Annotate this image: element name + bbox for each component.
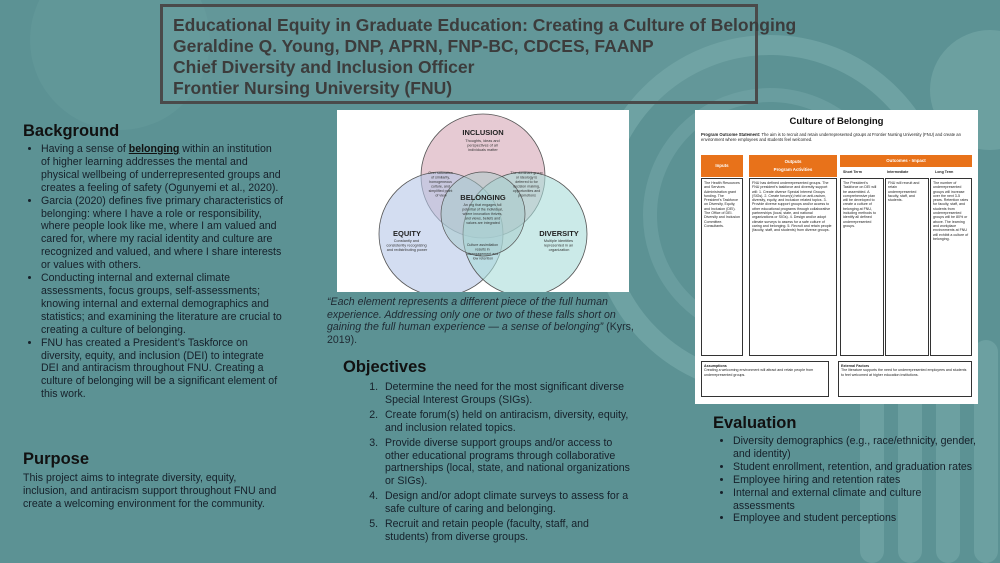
belonging-text: An org that engages full potential of the individual, where innovation thrives, and views, beliefs and values are integrated	[462, 203, 503, 225]
evaluation-list	[713, 435, 983, 525]
evaluation-item: • Employee hiring and retention rates	[733, 474, 983, 487]
logic-model-title: Culture of Belonging	[789, 116, 884, 127]
objectives-list	[343, 381, 633, 544]
program-outcome-statement: Program Outcome Statement: The aim is to recruit and retain underrepresented groups at Frontier Nursing University (FNU) and create an environment where employees and students feel welcomed.	[701, 132, 961, 142]
background-bullet-3: • Conducting internal and external climate assessments, focus groups, self-assessments; knowing internal and external demographics and statistics; and examining the literature are crucial to creating a culture of belonging.	[41, 272, 283, 337]
objective-item: 1. Determine the need for the most significant diverse Special Interest Groups (SIGs).	[381, 381, 633, 407]
venn-svg	[337, 110, 629, 292]
inclusion-label: INCLUSION	[462, 128, 504, 137]
outputs-header: Outputs Program Activities	[749, 155, 837, 177]
background-section	[23, 122, 283, 401]
intermediate-column: FNU will recruit and retain underrepresented faculty, staff, and students.	[885, 178, 929, 356]
evaluation-section	[713, 414, 983, 525]
belonging-link[interactable]: belonging	[128, 143, 180, 155]
title-block	[160, 4, 797, 104]
background-bullet-1: • Having a sense of belonging within an institution of higher learning addresses the mental and physical wellbeing of underrepresented groups and creates a feeling of safety (Ogunyemi et al., 2020).	[41, 143, 283, 195]
intermediate-label: Intermediate	[887, 170, 909, 174]
quote-citation: (Kyrs, 2019).	[327, 321, 634, 346]
author-name: Geraldine Q. Young, DNP, APRN, FNP-BC, CDCES, FAANP	[173, 36, 654, 56]
objective-item: 3. Provide diverse support groups and/or access to other educational programs through collaborative partnerships (local, state, and national organizations or SIGs).	[381, 437, 633, 489]
venn-diagram	[337, 110, 629, 292]
external-factors-box: External Factors The literature supports the need for underrepresented employees and students to feel welcomed at higher education institutions.	[838, 361, 972, 397]
outcomes-header: Outcomes - Impact	[840, 155, 972, 167]
objectives-heading: Objectives	[343, 358, 427, 376]
short-term-column: The President’s Taskforce on DEI will be assembled. A comprehensive plan will be developed to create a culture of belonging at FNU, including methods to identify all defined underrepresented groups.	[840, 178, 884, 356]
evaluation-item: • Employee and student perceptions	[733, 512, 983, 525]
author-role: Chief Diversity and Inclusion Officer	[173, 57, 475, 77]
outputs-column: FNU has defined underrepresented groups. The FNU president’s taskforce and diversity support will: 1. Create diverse Special Interest Groups (SIGs). 2. Create forum(s) held on anti-racism, diversity, equity, and inclusion related topics. 3. Provide diverse support groups and/or access to other educational programs through collaborative partnerships (local, state, and national organizations or SIGs). 4. Design and/or adopt climate surveys to assess for a safe culture of caring and belonging. 5. Recruit and retain people (faculty, staff, and students) from diverse groups.	[749, 178, 837, 356]
objectives-section	[343, 358, 633, 546]
assumptions-box: Assumptions Creating a welcoming environment will attract and retain people from underrepresented groups.	[701, 361, 829, 397]
equity-label: EQUITY	[393, 229, 421, 238]
diversity-label: DIVERSITY	[539, 229, 579, 238]
background-bullet-4: • FNU has created a President’s Taskforce on diversity, equity, and inclusion (DEI) to integrate DEI and antiracism throughout FNU. Creating a culture of belonging will be a significant element of this work.	[41, 337, 283, 402]
long-term-label: Long Term	[935, 170, 954, 174]
poster-title: Educational Equity in Graduate Education: Creating a Culture of Belonging	[173, 15, 797, 35]
diversity-text: Multiple identities represented in an organization	[543, 239, 574, 252]
objective-item: 2. Create forum(s) held on antiracism, diversity, equity, and inclusion related topics.	[381, 409, 633, 435]
purpose-section	[23, 450, 283, 511]
equity-diversity-overlap-text: Culture assimilation results in disengagement and low retention	[466, 243, 499, 261]
inclusion-text: Thoughts, ideas and perspectives of all individuals matter	[465, 139, 500, 152]
quote-text: “Each element represents a different piece of the full human experience. Addressing only one or two of these falls short on gaining the full human experience — a sense of belonging”	[327, 296, 616, 333]
background-bullet-2: • Garcia (2020) defines five primary characteristics of belonging: where I have a role or responsibility, where people look like me, where I am valued and cared for, where my racial identity and culture are recognized and valued, and where I share interests or values with others.	[41, 195, 283, 272]
institution: Frontier Nursing University (FNU)	[173, 78, 453, 98]
venn-caption-quote	[327, 296, 642, 346]
evaluation-item: • Internal and external climate and culture assessments	[733, 487, 983, 513]
logic-model	[695, 110, 978, 404]
evaluation-item: • Diversity demographics (e.g., race/ethnicity, gender, and identity)	[733, 435, 983, 461]
objective-item: 5. Recruit and retain people (faculty, staff, and students) from diverse groups.	[381, 518, 633, 544]
short-term-label: Short Term	[843, 170, 862, 174]
objective-item: 4. Design and/or adopt climate surveys to assess for a safe culture of caring and belonging.	[381, 490, 633, 516]
purpose-text: This project aims to integrate diversity, equity, inclusion, and antiracism support throughout FNU and create a welcoming environment for the community.	[23, 472, 277, 510]
equity-text: Constantly and consistently recognizing and redistributing power	[386, 239, 428, 252]
evaluation-item: • Student enrollment, retention, and graduation rates	[733, 461, 983, 474]
long-term-column: The number of underrepresented groups will increase over the next 3-5 years. Retention rates for faculty, staff, and students from underrepresented groups will be 80% or above. The learning and workplace environments at FNU will exhibit a culture of belonging.	[930, 178, 972, 356]
belonging-label: BELONGING	[460, 193, 506, 202]
inclusion-diversity-overlap-text: The dominant group or ideology is deferred to for decision making, opportunities and promotions	[510, 171, 543, 198]
background-list	[23, 143, 283, 401]
inclusion-equity-overlap-text: Over saturation of similarity, homogeneous culture, and simplified point of view	[428, 171, 453, 198]
purpose-heading: Purpose	[23, 450, 90, 468]
evaluation-heading: Evaluation	[713, 414, 797, 432]
background-heading: Background	[23, 122, 120, 140]
inputs-column: The Health Resources and Services Administration grant funding. The President’s Taskforce on Diversity, Equity, and Inclusion (DEI). The Office of DEI. Diversity and Inclusion Committee. Consultants.	[701, 178, 743, 356]
inputs-header: Inputs	[701, 155, 743, 177]
